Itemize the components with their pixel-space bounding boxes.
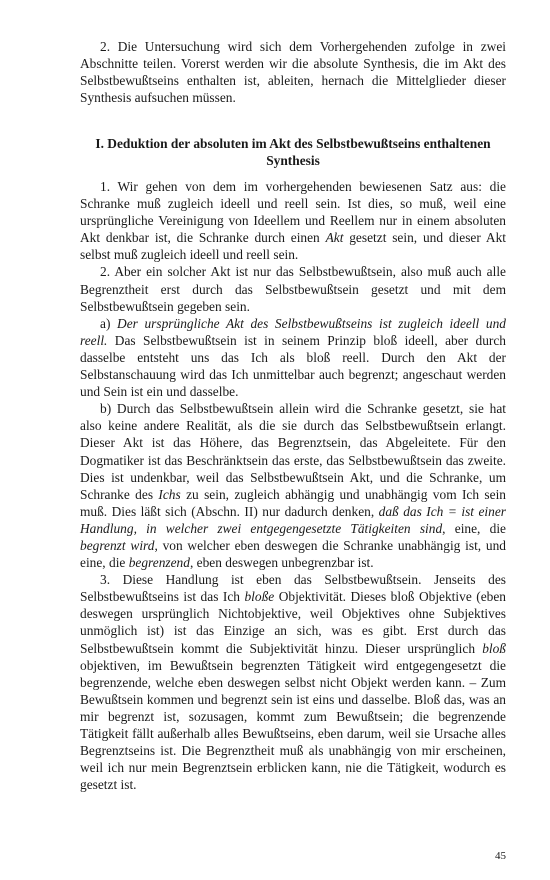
paragraph-1: 1. Wir gehen von dem im vorhergehenden bewiesenen Satz aus: die Schranke muß zugleich ideell und reell sein. Ist dies, so muß, weil eine ursprüngliche Vereinigung von Ideellem und Reellem nur in einem absoluten Akt denkbar ist, die Schranke durch einen Akt gesetzt sein, und dieser Akt selbst muß zugleich ideell und reell sein. [80,179,506,263]
section-heading: I. Deduktion der absoluten im Akt des Selbstbewußtseins enthaltenen Synthesis [95,136,491,169]
section-heading-block [80,135,506,169]
paragraph-3: 3. Diese Handlung ist eben das Selbstbewußtsein. Jenseits des Selbstbewußtseins ist das Ich bloße Objektivität. Dieses bloß Objektive (eben deswegen ursprünglich Nichtobjektive, weil Objektives ohne Subjektives unmöglich ist) ist das Einzige an sich, was es gibt. Erst durch das Selbstbewußtsein kommt die Subjektivität hinzu. Dieser ursprünglich bloß objektiven, im Bewußtsein begrenzten Tätigkeit wird entgegengesetzt die begrenzende, welche eben deswegen selbst nicht Objekt werden kann. – Zum Bewußtsein kommen und begrenzt sein ist eins und dasselbe. Bloß das, was an mir begrenzt ist, sozusagen, kommt zum Bewußtsein; die begrenzende Tätigkeit fällt außerhalb alles Bewußtseins, eben darum, weil sie Ursache alles Begrenztseins ist. Die Begrenztheit muß als unabhängig von mir erscheinen, weil ich nur mein Begrenztsein erblicken kann, nie die Tätigkeit, wodurch es gesetzt ist. [80,572,506,793]
intro-paragraph: 2. Die Untersuchung wird sich dem Vorhergehenden zufolge in zwei Abschnitte teilen. Vorerst werden wir die absolute Synthesis, die im Akt des Selbstbewußtseins enthalten ist, ableiten, hernach die Mittelglieder dieser Synthesis aufsuchen müssen. [80,39,506,106]
paragraph-b: b) Durch das Selbstbewußtsein allein wird die Schranke gesetzt, sie hat also keine andere Realität, als die sie durch das Selbstbewußtsein erlangt. Dieser Akt ist das Höhere, das Begrenztsein, das Abgeleitete. Für den Dogmatiker ist das Beschränktsein das erste, das Selbstbewußtsein das zweite. Dies ist undenkbar, weil das Selbstbewußtsein Akt, und die Schranke, um Schranke des Ichs zu sein, zugleich abhängig und unabhängig vom Ich sein muß. Dies läßt sich (Abschn. II) nur dadurch denken, daß das Ich = ist einer Handlung, in welcher zwei entgegengesetzte Tätigkeiten sind, eine, die begrenzt wird, von welcher eben deswegen die Schranke unabhängig ist, und eine, die begrenzend, eben deswegen unbegrenzbar ist. [80,401,506,571]
paragraph-2: 2. Aber ein solcher Akt ist nur das Selbstbewußtsein, also muß auch alle Begrenztheit erst durch das Selbstbewußtsein gesetzt und mit dem Selbstbewußtsein gegeben sein. [80,264,506,314]
section-body [80,178,506,793]
paragraph-a: a) Der ursprüngliche Akt des Selbstbewußtseins ist zugleich ideell und reell. Das Selbstbewußtsein ist in seinem Prinzip bloß ideell, aber durch dasselbe entsteht uns das Ich als bloß reell. Durch den Akt der Selbstanschauung wird das Ich unmittelbar auch begrenzt; angeschaut werden und Sein ist ein und dasselbe. [80,315,506,400]
page-number: 45 [495,850,506,862]
intro-section [80,38,506,106]
